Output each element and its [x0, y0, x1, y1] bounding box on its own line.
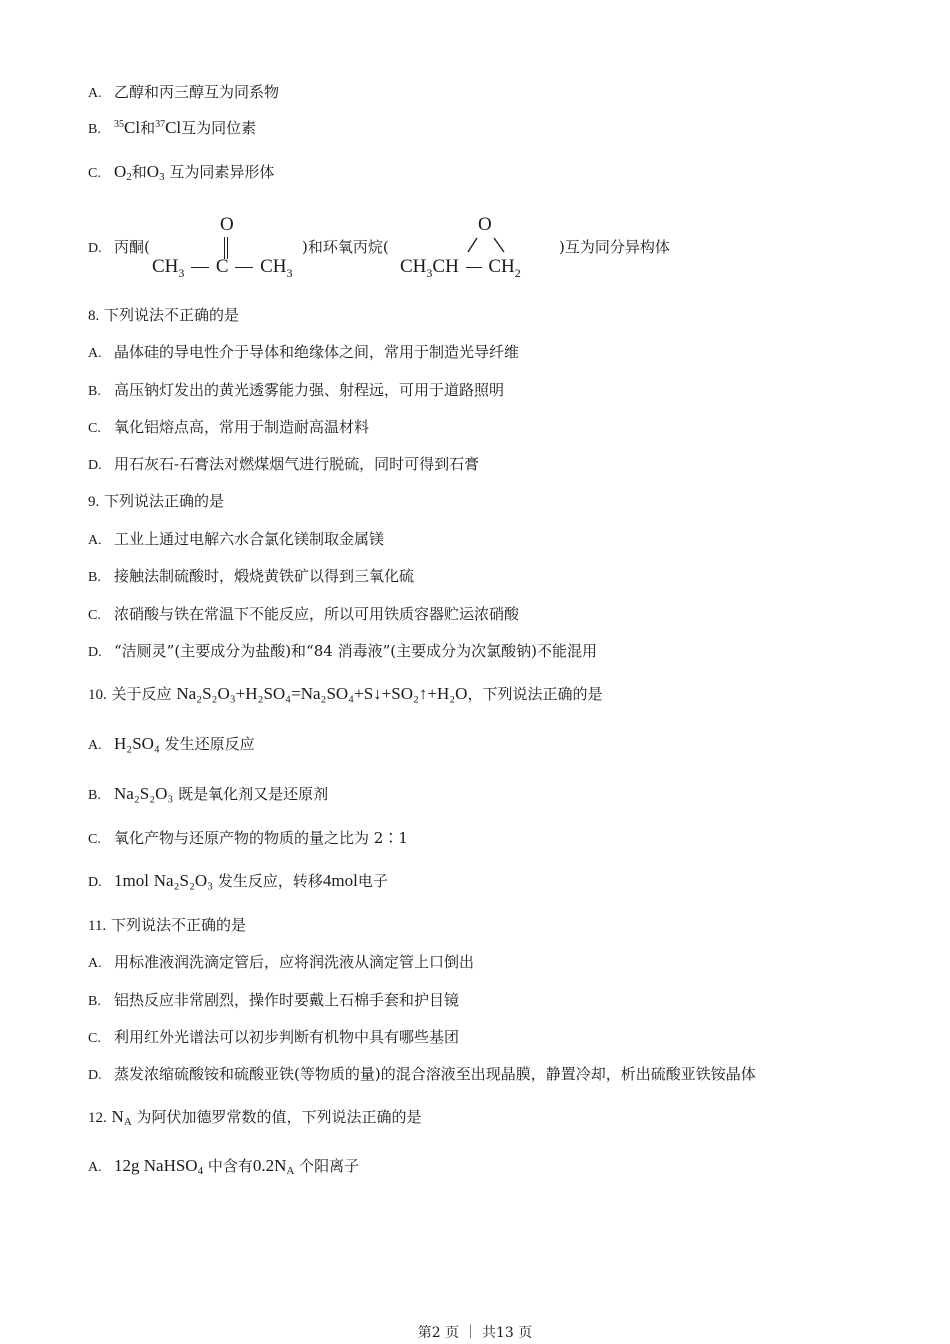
q10-stem: 10. 关于反应 Na₂S₂O₃+H₂SO₄=Na₂SO₄+S↓+SO₂↑+H₂O，下列说法正确的是	[88, 684, 603, 703]
na-constant: $N_A$	[111, 1107, 132, 1128]
o2-formula: $O_2$	[114, 162, 132, 183]
q11-option-a: A. 用标准液润洗滴定管后，应将润洗液从滴定管上口倒出	[88, 953, 475, 971]
q10-option-b: B. Na₂S₂O₃ 既是氧化剂又是还原剂	[88, 784, 329, 803]
q8-option-d: D. 用石灰石-石膏法对燃煤烟气进行脱硫，同时可得到石膏	[88, 455, 480, 473]
q11-option-c: C. 利用红外光谱法可以初步判断有机物中具有哪些基团	[88, 1028, 460, 1046]
q9-option-b: B. 接触法制硫酸时，煅烧黄铁矿以得到三氧化硫	[88, 567, 415, 585]
na2s2o3-formula: Na₂S₂O₃	[114, 784, 174, 803]
q10-equation: Na₂S₂O₃+H₂SO₄=Na₂SO₄+S↓+SO₂↑+H₂O	[176, 684, 468, 703]
q8-option-b: B. 高压钠灯发出的黄光透雾能力强、射程远，可用于道路照明	[88, 381, 505, 399]
acetone-oxygen: O	[220, 214, 234, 235]
h2so4-formula: H₂SO₄	[114, 734, 160, 753]
q7-option-d-end: )互为同分异构体	[559, 238, 670, 256]
cl37-isotope: $^{37}$Cl	[155, 118, 182, 137]
q7-option-d-mid: )和环氧丙烷(	[302, 238, 389, 256]
q11-stem: 11. 下列说法不正确的是	[88, 916, 246, 934]
page-footer: 第2 页 ｜ 共13 页	[417, 1325, 533, 1341]
q12-option-a: A. 12g NaHSO$_4$ 中含有$0.2N_A$ 个阳离子	[88, 1156, 360, 1177]
acetone-chain: $CH_3$ C $CH_3$	[152, 256, 293, 280]
propylene-oxide-structure	[400, 212, 560, 284]
q8-option-c: C. 氧化铝熔点高，常用于制造耐高温材料	[88, 418, 370, 436]
q9-option-a: A. 工业上通过电解六水合氯化镁制取金属镁	[88, 530, 385, 548]
q12-a-amount: $0.2N_A$	[252, 1156, 295, 1177]
q10-option-a: A. H₂SO₄ 发生还原反应	[88, 734, 255, 753]
cl35-isotope: $^{35}$Cl	[114, 118, 141, 137]
q11-option-b: B. 铝热反应非常剧烈，操作时要戴上石棉手套和护目镜	[88, 991, 460, 1009]
q7-option-d: D. 丙酮(	[88, 238, 150, 256]
q9-option-d: D. “洁厕灵”(主要成分为盐酸)和“84 消毒液”(主要成分为次氯酸钠)不能混用	[88, 642, 597, 660]
q8-option-a: A. 晶体硅的导电性介于导体和绝缘体之间，常用于制造光导纤维	[88, 343, 520, 361]
o3-formula: $O_3$	[146, 162, 165, 183]
q7-option-c: C. $O_2$和$O_3$ 互为同素异形体	[88, 162, 275, 183]
q10-option-c: C. 氧化产物与还原产物的物质的量之比为 2∶1	[88, 829, 408, 847]
q7-option-a: A. 乙醇和丙三醇互为同系物	[88, 83, 280, 101]
q7-option-b: B. $^{35}$Cl和$^{37}$Cl互为同位素	[88, 118, 257, 137]
nahso4-formula: 12g NaHSO$_4$	[114, 1156, 204, 1177]
epoxide-chain: $CH_3CH$ $CH_2$	[400, 256, 521, 280]
epoxide-oxygen: O	[478, 214, 492, 235]
q9-stem: 9. 下列说法正确的是	[88, 492, 225, 510]
q8-stem: 8. 下列说法不正确的是	[88, 306, 240, 324]
q12-stem: 12. $N_A$ 为阿伏加德罗常数的值，下列说法正确的是	[88, 1107, 422, 1128]
q9-option-c: C. 浓硝酸与铁在常温下不能反应，所以可用铁质容器贮运浓硝酸	[88, 605, 520, 623]
acetone-structure	[152, 212, 302, 284]
q11-option-d: D. 蒸发浓缩硫酸铵和硫酸亚铁(等物质的量)的混合溶液至出现晶膜，静置冷却，析出硫酸亚铁铵晶体	[88, 1065, 756, 1083]
q10-option-d: D. 1mol Na₂S₂O₃ 发生反应，转移4mol电子	[88, 871, 388, 890]
